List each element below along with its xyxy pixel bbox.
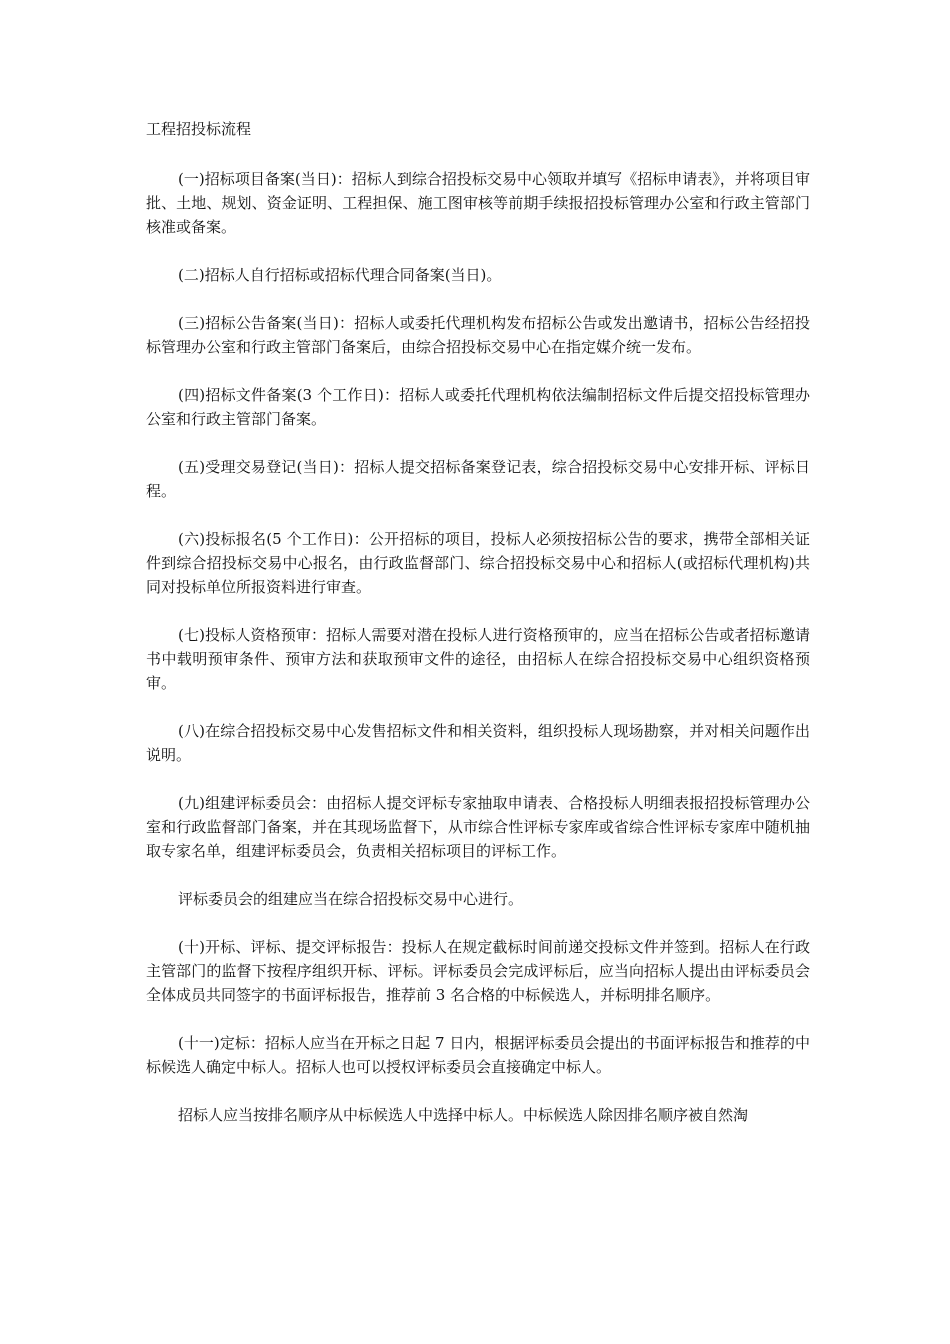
paragraph-6: (六)投标报名(5 个工作日)：公开招标的项目，投标人必须按招标公告的要求，携带全部相关证件到综合招投标交易中心报名，由行政监督部门、综合招投标交易中心和招标人(或招标代理机构)共同对投标单位所报资料进行审查。 <box>146 530 810 596</box>
paragraph-9: (九)组建评标委员会：由招标人提交评标专家抽取申请表、合格投标人明细表报招投标管理办公室和行政监督部门备案，并在其现场监督下，从市综合性评标专家库或省综合性评标专家库中随机抽取专家名单，组建评标委员会，负责相关招标项目的评标工作。 <box>146 794 810 860</box>
paragraph-10: 评标委员会的组建应当在综合招投标交易中心进行。 <box>178 890 524 908</box>
document-page <box>146 117 810 1151</box>
paragraph-13: 招标人应当按排名顺序从中标候选人中选择中标人。中标候选人除因排名顺序被自然淘 <box>178 1106 749 1124</box>
paragraph-11: (十)开标、评标、提交评标报告：投标人在规定截标时间前递交投标文件并签到。招标人在行政主管部门的监督下按程序组织开标、评标。评标委员会完成评标后，应当向招标人提出由评标委员会全体成员共同签字的书面评标报告，推荐前 3 名合格的中标候选人，并标明排名顺序。 <box>146 938 810 1004</box>
paragraph-12: (十一)定标：招标人应当在开标之日起 7 日内，根据评标委员会提出的书面评标报告和推荐的中标候选人确定中标人。招标人也可以授权评标委员会直接确定中标人。 <box>146 1034 810 1076</box>
document-title: 工程招投标流程 <box>146 120 252 138</box>
paragraph-5: (五)受理交易登记(当日)：招标人提交招标备案登记表，综合招投标交易中心安排开标、评标日程。 <box>146 458 810 500</box>
paragraph-4: (四)招标文件备案(3 个工作日)：招标人或委托代理机构依法编制招标文件后提交招投标管理办公室和行政主管部门备案。 <box>146 386 810 428</box>
paragraph-3: (三)招标公告备案(当日)：招标人或委托代理机构发布招标公告或发出邀请书，招标公告经招投标管理办公室和行政主管部门备案后，由综合招投标交易中心在指定媒介统一发布。 <box>146 314 810 356</box>
paragraph-2: (二)招标人自行招标或招标代理合同备案(当日)。 <box>178 266 502 284</box>
paragraph-1: (一)招标项目备案(当日)：招标人到综合招投标交易中心领取并填写《招标申请表》，并将项目审批、土地、规划、资金证明、工程担保、施工图审核等前期手续报招投标管理办公室和行政主管部门核准或备案。 <box>146 170 810 236</box>
paragraph-7: (七)投标人资格预审：招标人需要对潜在投标人进行资格预审的，应当在招标公告或者招标邀请书中载明预审条件、预审方法和获取预审文件的途径，由招标人在综合招投标交易中心组织资格预审。 <box>146 626 810 692</box>
paragraph-8: (八)在综合招投标交易中心发售招标文件和相关资料，组织投标人现场勘察，并对相关问题作出说明。 <box>146 722 810 764</box>
